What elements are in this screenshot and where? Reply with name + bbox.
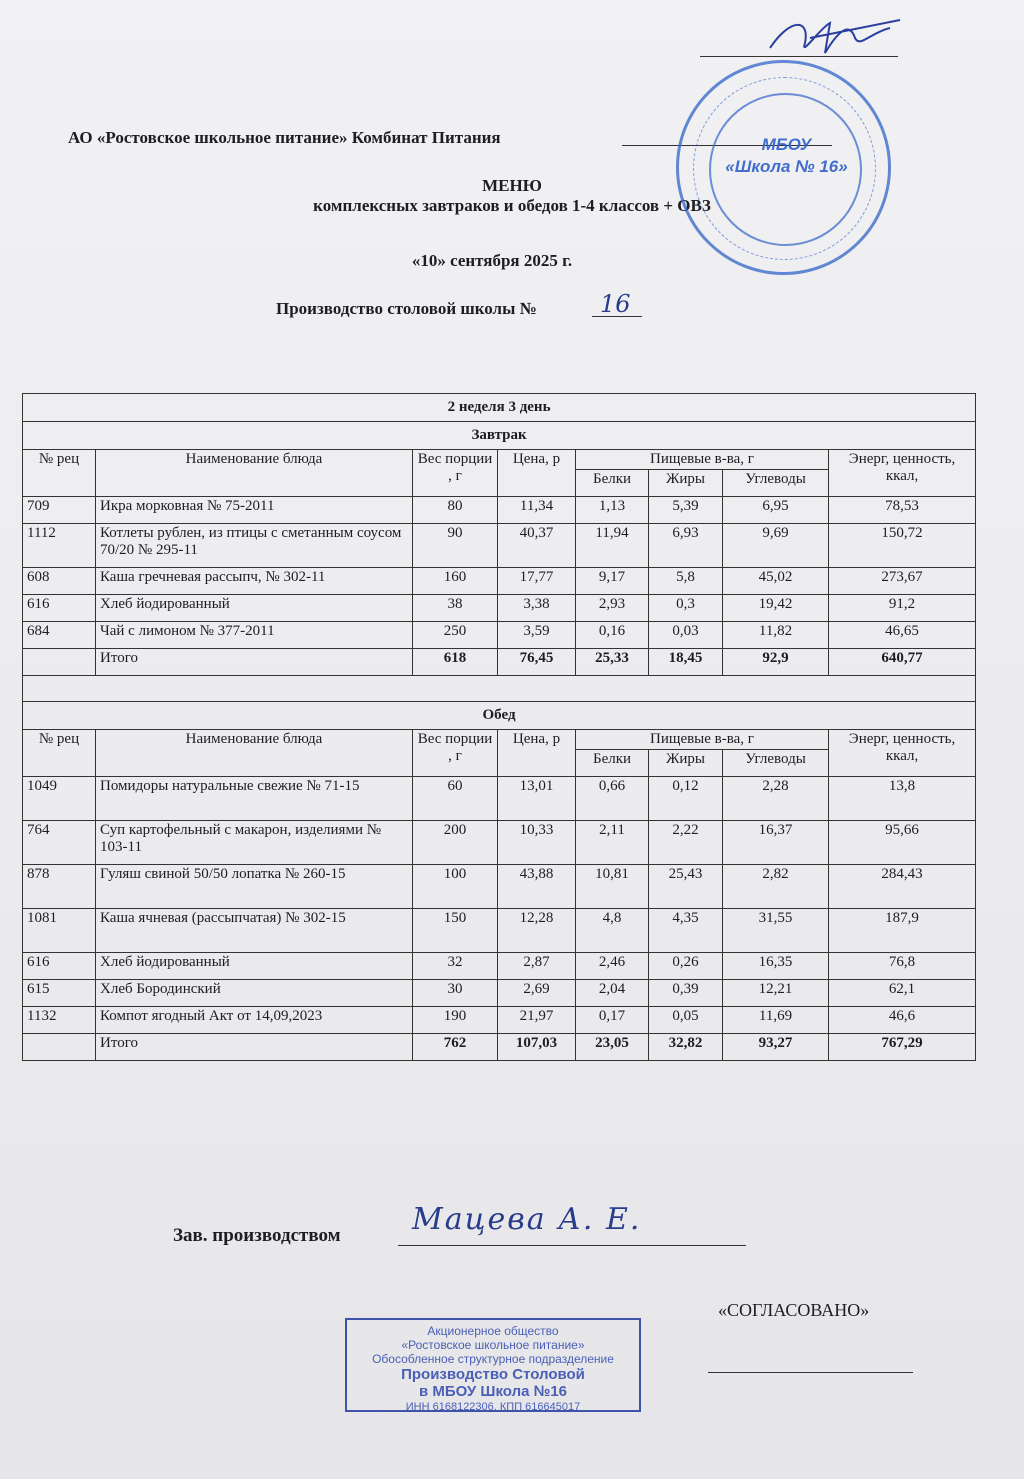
recipe-number: 1049 bbox=[23, 777, 96, 821]
price: 3,59 bbox=[498, 622, 576, 649]
fat: 2,22 bbox=[649, 821, 723, 865]
protein: 2,11 bbox=[576, 821, 649, 865]
energy: 187,9 bbox=[829, 909, 976, 953]
column-header-weight: Вес порции , г bbox=[413, 450, 498, 497]
column-header-row bbox=[23, 450, 976, 470]
price: 17,77 bbox=[498, 568, 576, 595]
portion-weight: 60 bbox=[413, 777, 498, 821]
price: 76,45 bbox=[498, 649, 576, 676]
total-row bbox=[23, 1034, 976, 1061]
recipe-number: 608 bbox=[23, 568, 96, 595]
recipe-number: 615 bbox=[23, 980, 96, 1007]
menu-subtitle: комплексных завтраков и обедов 1-4 классов + ОВЗ bbox=[313, 196, 711, 215]
price: 2,69 bbox=[498, 980, 576, 1007]
column-header-energy: Энерг, ценность, ккал, bbox=[829, 730, 976, 777]
price: 10,33 bbox=[498, 821, 576, 865]
carbs: 6,95 bbox=[723, 497, 829, 524]
portion-weight: 190 bbox=[413, 1007, 498, 1034]
energy: 273,67 bbox=[829, 568, 976, 595]
protein: 2,93 bbox=[576, 595, 649, 622]
carbs: 45,02 bbox=[723, 568, 829, 595]
energy: 76,8 bbox=[829, 953, 976, 980]
dish-name: Каша гречневая рассыпч, № 302-11 bbox=[96, 568, 413, 595]
approval-signature-line bbox=[700, 56, 898, 57]
column-header-rec: № рец bbox=[23, 450, 96, 497]
recipe-number bbox=[23, 649, 96, 676]
table-row bbox=[23, 595, 976, 622]
price: 107,03 bbox=[498, 1034, 576, 1061]
price: 3,38 bbox=[498, 595, 576, 622]
column-header-price: Цена, р bbox=[498, 730, 576, 777]
column-header-price: Цена, р bbox=[498, 450, 576, 497]
fat: 6,93 bbox=[649, 524, 723, 568]
fat: 0,12 bbox=[649, 777, 723, 821]
price: 2,87 bbox=[498, 953, 576, 980]
energy: 13,8 bbox=[829, 777, 976, 821]
dish-name: Котлеты рублен, из птицы с сметанным соусом 70/20 № 295-11 bbox=[96, 524, 413, 568]
dish-name: Гуляш свиной 50/50 лопатка № 260-15 bbox=[96, 865, 413, 909]
school-number-handwritten: 16 bbox=[600, 290, 631, 318]
table-row bbox=[23, 1007, 976, 1034]
carbs: 92,9 bbox=[723, 649, 829, 676]
price: 43,88 bbox=[498, 865, 576, 909]
dish-name: Хлеб Бородинский bbox=[96, 980, 413, 1007]
protein: 1,13 bbox=[576, 497, 649, 524]
carbs: 12,21 bbox=[723, 980, 829, 1007]
energy: 767,29 bbox=[829, 1034, 976, 1061]
price: 40,37 bbox=[498, 524, 576, 568]
recipe-number: 684 bbox=[23, 622, 96, 649]
carbs: 11,82 bbox=[723, 622, 829, 649]
manager-label: Зав. производством bbox=[173, 1225, 341, 1246]
recipe-number: 616 bbox=[23, 953, 96, 980]
protein: 4,8 bbox=[576, 909, 649, 953]
recipe-number: 1112 bbox=[23, 524, 96, 568]
fat: 18,45 bbox=[649, 649, 723, 676]
portion-weight: 90 bbox=[413, 524, 498, 568]
protein: 2,46 bbox=[576, 953, 649, 980]
price: 12,28 bbox=[498, 909, 576, 953]
energy: 150,72 bbox=[829, 524, 976, 568]
carbs: 11,69 bbox=[723, 1007, 829, 1034]
price: 11,34 bbox=[498, 497, 576, 524]
carbs: 93,27 bbox=[723, 1034, 829, 1061]
column-header-protein: Белки bbox=[576, 750, 649, 777]
carbs: 2,82 bbox=[723, 865, 829, 909]
table-row bbox=[23, 980, 976, 1007]
dish-name: Хлеб йодированный bbox=[96, 595, 413, 622]
fat: 32,82 bbox=[649, 1034, 723, 1061]
protein: 23,05 bbox=[576, 1034, 649, 1061]
portion-weight: 32 bbox=[413, 953, 498, 980]
carbs: 31,55 bbox=[723, 909, 829, 953]
recipe-number: 1132 bbox=[23, 1007, 96, 1034]
manager-signature: Мацева А. Е. bbox=[412, 1202, 642, 1237]
recipe-number: 709 bbox=[23, 497, 96, 524]
fat: 5,39 bbox=[649, 497, 723, 524]
total-row bbox=[23, 649, 976, 676]
recipe-number: 616 bbox=[23, 595, 96, 622]
table-row bbox=[23, 524, 976, 568]
protein: 0,16 bbox=[576, 622, 649, 649]
section-heading-row bbox=[23, 422, 976, 450]
fat: 25,43 bbox=[649, 865, 723, 909]
portion-weight: 150 bbox=[413, 909, 498, 953]
manager-signature-line bbox=[398, 1245, 746, 1246]
table-row bbox=[23, 568, 976, 595]
energy: 95,66 bbox=[829, 821, 976, 865]
energy: 46,6 bbox=[829, 1007, 976, 1034]
portion-weight: 38 bbox=[413, 595, 498, 622]
carbs: 9,69 bbox=[723, 524, 829, 568]
column-header-weight: Вес порции , г bbox=[413, 730, 498, 777]
section-heading-row bbox=[23, 702, 976, 730]
column-header-name: Наименование блюда bbox=[96, 730, 413, 777]
column-header-name: Наименование блюда bbox=[96, 450, 413, 497]
table-row bbox=[23, 777, 976, 821]
portion-weight: 30 bbox=[413, 980, 498, 1007]
portion-weight: 762 bbox=[413, 1034, 498, 1061]
table-row bbox=[23, 909, 976, 953]
fat: 4,35 bbox=[649, 909, 723, 953]
dish-name: Каша ячневая (рассыпчатая) № 302-15 bbox=[96, 909, 413, 953]
fat: 5,8 bbox=[649, 568, 723, 595]
approved-label: «СОГЛАСОВАНО» bbox=[718, 1300, 870, 1320]
school-round-stamp: МБОУ «Школа № 16» bbox=[676, 60, 891, 275]
protein: 10,81 bbox=[576, 865, 649, 909]
protein: 0,66 bbox=[576, 777, 649, 821]
price: 21,97 bbox=[498, 1007, 576, 1034]
fat: 0,05 bbox=[649, 1007, 723, 1034]
section-title: Завтрак bbox=[23, 422, 976, 450]
carbs: 16,37 bbox=[723, 821, 829, 865]
table-row bbox=[23, 497, 976, 524]
top-signature bbox=[750, 8, 910, 68]
protein: 2,04 bbox=[576, 980, 649, 1007]
approved-signature-line bbox=[708, 1372, 913, 1373]
portion-weight: 100 bbox=[413, 865, 498, 909]
column-header-fat: Жиры bbox=[649, 470, 723, 497]
table-row bbox=[23, 622, 976, 649]
protein: 9,17 bbox=[576, 568, 649, 595]
dish-name: Итого bbox=[96, 649, 413, 676]
column-header-row bbox=[23, 730, 976, 750]
recipe-number bbox=[23, 1034, 96, 1061]
menu-title: МЕНЮ bbox=[482, 176, 542, 195]
recipe-number: 1081 bbox=[23, 909, 96, 953]
production-label: Производство столовой школы № bbox=[276, 299, 537, 318]
fat: 0,3 bbox=[649, 595, 723, 622]
column-header-carbs: Углеводы bbox=[723, 750, 829, 777]
protein: 25,33 bbox=[576, 649, 649, 676]
dish-name: Помидоры натуральные свежие № 71-15 bbox=[96, 777, 413, 821]
table-row bbox=[23, 865, 976, 909]
column-header-fat: Жиры bbox=[649, 750, 723, 777]
energy: 284,43 bbox=[829, 865, 976, 909]
column-header-energy: Энерг, ценность, ккал, bbox=[829, 450, 976, 497]
spacer-row bbox=[23, 676, 976, 702]
column-header-nutrients: Пищевые в-ва, г bbox=[576, 450, 829, 470]
energy: 46,65 bbox=[829, 622, 976, 649]
dish-name: Хлеб йодированный bbox=[96, 953, 413, 980]
production-rect-stamp: Акционерное общество «Ростовское школьное питание» Обособленное структурное подразделение Производство Столовой в МБОУ Школа №16 ИНН 6168122306, КПП 616645017 bbox=[345, 1318, 641, 1412]
fat: 0,39 bbox=[649, 980, 723, 1007]
portion-weight: 80 bbox=[413, 497, 498, 524]
energy: 62,1 bbox=[829, 980, 976, 1007]
dish-name: Суп картофельный с макарон, изделиями № 103-11 bbox=[96, 821, 413, 865]
dish-name: Чай с лимоном № 377-2011 bbox=[96, 622, 413, 649]
portion-weight: 160 bbox=[413, 568, 498, 595]
section-title: Обед bbox=[23, 702, 976, 730]
carbs: 19,42 bbox=[723, 595, 829, 622]
table-row bbox=[23, 821, 976, 865]
fat: 0,03 bbox=[649, 622, 723, 649]
week-day-heading: 2 неделя 3 день bbox=[23, 394, 976, 422]
column-header-carbs: Углеводы bbox=[723, 470, 829, 497]
energy: 640,77 bbox=[829, 649, 976, 676]
carbs: 16,35 bbox=[723, 953, 829, 980]
fat: 0,26 bbox=[649, 953, 723, 980]
menu-table bbox=[22, 393, 976, 1061]
recipe-number: 764 bbox=[23, 821, 96, 865]
energy: 91,2 bbox=[829, 595, 976, 622]
org-name: АО «Ростовское школьное питание» Комбинат Питания bbox=[68, 128, 501, 147]
table-row bbox=[23, 953, 976, 980]
energy: 78,53 bbox=[829, 497, 976, 524]
price: 13,01 bbox=[498, 777, 576, 821]
carbs: 2,28 bbox=[723, 777, 829, 821]
dish-name: Компот ягодный Акт от 14,09,2023 bbox=[96, 1007, 413, 1034]
dish-name: Икра морковная № 75-2011 bbox=[96, 497, 413, 524]
portion-weight: 618 bbox=[413, 649, 498, 676]
portion-weight: 250 bbox=[413, 622, 498, 649]
menu-date: «10» сентября 2025 г. bbox=[411, 251, 573, 270]
dish-name: Итого bbox=[96, 1034, 413, 1061]
portion-weight: 200 bbox=[413, 821, 498, 865]
protein: 0,17 bbox=[576, 1007, 649, 1034]
protein: 11,94 bbox=[576, 524, 649, 568]
column-header-protein: Белки bbox=[576, 470, 649, 497]
column-header-nutrients: Пищевые в-ва, г bbox=[576, 730, 829, 750]
recipe-number: 878 bbox=[23, 865, 96, 909]
column-header-rec: № рец bbox=[23, 730, 96, 777]
